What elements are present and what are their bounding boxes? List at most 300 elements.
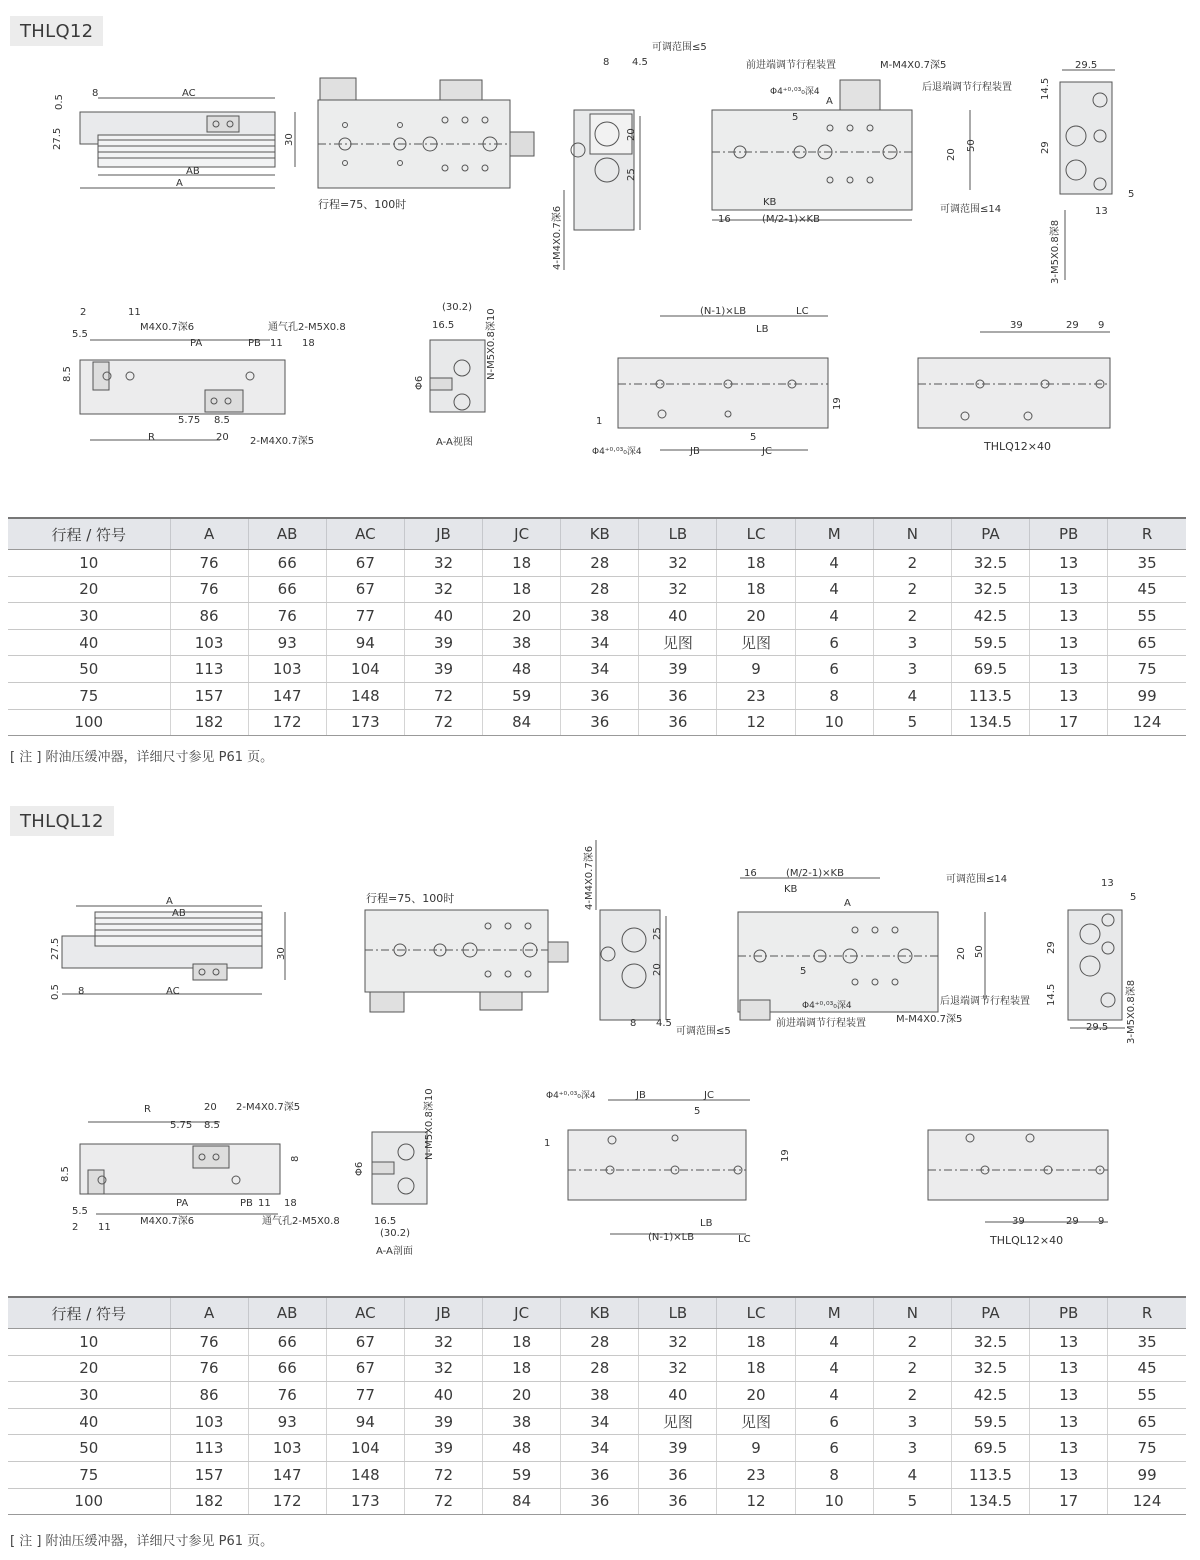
table-cell: 35	[1108, 550, 1186, 577]
table-cell: 32.5	[951, 576, 1029, 603]
th-pa: PA	[951, 518, 1029, 550]
lbl2-50: 50	[974, 945, 985, 958]
top-view-1	[318, 78, 534, 188]
lbl2-2: 2	[72, 1222, 79, 1233]
lbl-nm5: N-M5X0.8深10	[486, 308, 497, 380]
table-cell: 28	[561, 576, 639, 603]
spec-table-2	[8, 1296, 1186, 1515]
table-cell: 4	[795, 1329, 873, 1356]
table-cell: 39	[404, 629, 482, 656]
table-cell: 182	[170, 1488, 248, 1515]
table-cell: 17	[1030, 709, 1108, 736]
section1-model-tag: THLQ12	[10, 16, 103, 46]
table-cell: 113.5	[951, 682, 1029, 709]
lbl-1: 1	[596, 416, 603, 427]
table-cell: 3	[873, 629, 951, 656]
lbl2-20c: 20	[204, 1102, 217, 1113]
th-lc: LC	[717, 1297, 795, 1329]
table-cell: 86	[170, 603, 248, 630]
table-cell: 66	[248, 550, 326, 577]
th-kb: KB	[561, 518, 639, 550]
lbl2-9: 9	[1098, 1216, 1105, 1227]
lbl-302: (30.2)	[442, 302, 473, 313]
lbl2-55: 5.5	[72, 1206, 88, 1217]
table-cell: 38	[561, 1382, 639, 1409]
lbl2-8: 8	[78, 986, 85, 997]
table-cell: 30	[8, 1382, 170, 1409]
table-cell: 20	[8, 1355, 170, 1382]
table-cell: 见图	[639, 1408, 717, 1435]
table-cell: 100	[8, 709, 170, 736]
lbl2-8c: 8	[290, 1155, 301, 1162]
lbl-phi4b: Φ4⁺⁰·⁰³₀深4	[592, 447, 642, 457]
table-cell: 40	[8, 1408, 170, 1435]
lbl2-11b: 11	[98, 1222, 111, 1233]
table-cell: 8	[795, 682, 873, 709]
table-cell: 173	[326, 1488, 404, 1515]
table-cell: 6	[795, 656, 873, 683]
table-cell: 4	[795, 1355, 873, 1382]
spec-table-1	[8, 517, 1186, 736]
table-row	[8, 1382, 1186, 1409]
table-cell: 99	[1108, 1461, 1186, 1488]
table-cell: 36	[561, 682, 639, 709]
table-cell: 13	[1030, 656, 1108, 683]
th-ab: AB	[248, 1297, 326, 1329]
table-cell: 10	[795, 709, 873, 736]
th-stroke: 行程 / 符号	[8, 1297, 170, 1329]
lbl-phi6: Φ6	[414, 375, 425, 390]
lbl-20b: 20	[946, 148, 957, 161]
lbl-9: 9	[1098, 320, 1105, 331]
lbl-hole2: 2-M4X0.7深5	[250, 436, 315, 447]
top-view-2	[365, 910, 568, 1012]
table-cell: 36	[561, 709, 639, 736]
lbl2-rear-adj: 后退端调节行程装置	[940, 996, 1030, 1007]
table-cell: 42.5	[951, 1382, 1029, 1409]
section2-drawings	[0, 830, 1200, 1290]
table-cell: 见图	[717, 629, 795, 656]
lbl-575: 5.75	[178, 415, 201, 426]
table-cell: 13	[1030, 1355, 1108, 1382]
table-cell: 6	[795, 1408, 873, 1435]
th-jb: JB	[404, 518, 482, 550]
note-2: [ 注 ] 附油压缓冲器，详细尺寸参见 P61 页。	[10, 1534, 274, 1549]
lbl2-kb: KB	[784, 884, 798, 895]
lbl2-phi4b: Φ4⁺⁰·⁰³₀深4	[546, 1091, 596, 1101]
table-cell: 36	[561, 1488, 639, 1515]
lbl2-11: 11	[258, 1198, 271, 1209]
table-row	[8, 629, 1186, 656]
lbl-16: 16	[718, 214, 731, 225]
top-view-1b	[712, 80, 970, 220]
table-cell: 32	[639, 1355, 717, 1382]
table-cell: 13	[1030, 603, 1108, 630]
table-cell: 34	[561, 629, 639, 656]
table-cell: 28	[561, 1355, 639, 1382]
table-cell: 见图	[717, 1408, 795, 1435]
table-cell: 103	[248, 656, 326, 683]
table-cell: 9	[717, 656, 795, 683]
lbl2-adj14: 可调范围≤14	[946, 874, 1008, 885]
table-cell: 34	[561, 1435, 639, 1462]
table-cell: 66	[248, 1329, 326, 1356]
lbl2-a: A	[166, 896, 173, 907]
table-cell: 18	[483, 550, 561, 577]
table-cell: 18	[717, 1355, 795, 1382]
table-cell: 45	[1108, 1355, 1186, 1382]
table-cell: 76	[248, 603, 326, 630]
lbl-45: 4.5	[632, 57, 648, 68]
table-cell: 103	[170, 629, 248, 656]
table-cell: 93	[248, 629, 326, 656]
table-cell: 72	[404, 1488, 482, 1515]
lbl-5c: 5	[750, 432, 757, 443]
table-cell: 13	[1030, 1408, 1108, 1435]
table-cell: 5	[873, 1488, 951, 1515]
lbl-13: 13	[1095, 206, 1108, 217]
table-cell: 3	[873, 1435, 951, 1462]
aa-view-2	[372, 1132, 427, 1204]
table-row	[8, 1329, 1186, 1356]
table-cell: 13	[1030, 576, 1108, 603]
table-cell: 8	[795, 1461, 873, 1488]
th-ab: AB	[248, 518, 326, 550]
lbl2-r: R	[144, 1104, 151, 1115]
table-cell: 67	[326, 1355, 404, 1382]
table-cell: 2	[873, 603, 951, 630]
table-cell: 18	[717, 576, 795, 603]
table-cell: 13	[1030, 1435, 1108, 1462]
th-pa: PA	[951, 1297, 1029, 1329]
table-cell: 75	[8, 1461, 170, 1488]
lbl-hole4: 4-M4X0.7深6	[552, 205, 563, 270]
lbl-85b: 8.5	[214, 415, 230, 426]
lbl2-39: 39	[1012, 1216, 1025, 1227]
lbl-11b: 11	[270, 338, 283, 349]
lbl-section-view: A-A视图	[436, 437, 473, 448]
th-r: R	[1108, 1297, 1186, 1329]
table-cell: 12	[717, 1488, 795, 1515]
table-cell: 20	[717, 603, 795, 630]
table-row	[8, 1461, 1186, 1488]
table-row	[8, 1408, 1186, 1435]
table-cell: 45	[1108, 576, 1186, 603]
lbl-nlb: (N-1)×LB	[700, 306, 747, 317]
table-cell: 134.5	[951, 1488, 1029, 1515]
table-cell: 10	[8, 1329, 170, 1356]
lbl-50: 50	[966, 139, 977, 152]
table-cell: 104	[326, 1435, 404, 1462]
lbl-m2kb: (M/2-1)×KB	[762, 214, 820, 225]
table-cell: 76	[170, 550, 248, 577]
lbl2-nm5: N-M5X0.8深10	[424, 1088, 435, 1160]
lbl2-m4x07: M4X0.7深6	[140, 1216, 195, 1227]
table-cell: 28	[561, 1329, 639, 1356]
aa-view-1	[430, 340, 485, 412]
table-cell: 100	[8, 1488, 170, 1515]
table-cell: 75	[8, 682, 170, 709]
table-row	[8, 576, 1186, 603]
table-cell: 72	[404, 1461, 482, 1488]
table-cell: 13	[1030, 1382, 1108, 1409]
table-cell: 76	[170, 1355, 248, 1382]
lbl2-8b: 8	[630, 1018, 637, 1029]
table-cell: 39	[639, 656, 717, 683]
lbl2-18: 18	[284, 1198, 297, 1209]
table-cell: 94	[326, 629, 404, 656]
lbl-r: R	[148, 432, 155, 443]
lbl2-stroke-note: 行程=75、100时	[366, 892, 455, 905]
table-cell: 13	[1030, 550, 1108, 577]
lbl2-29: 29	[1046, 941, 1057, 954]
lbl-165: 16.5	[432, 320, 455, 331]
lbl-lb: LB	[756, 324, 769, 335]
lbl-20c: 20	[216, 432, 229, 443]
lbl-145: 14.5	[1040, 77, 1051, 100]
table-row	[8, 1355, 1186, 1382]
lbl2-ab: AB	[172, 908, 186, 919]
table-cell: 103	[170, 1408, 248, 1435]
table-cell: 59.5	[951, 1408, 1029, 1435]
table-cell: 172	[248, 1488, 326, 1515]
table-cell: 32	[404, 576, 482, 603]
table-cell: 50	[8, 656, 170, 683]
lbl-8: 8	[92, 88, 99, 99]
lbl2-145: 14.5	[1046, 983, 1057, 1006]
table-cell: 72	[404, 709, 482, 736]
table-cell: 18	[483, 1355, 561, 1382]
lbl-11: 11	[128, 307, 141, 318]
table-cell: 39	[404, 1435, 482, 1462]
table-cell: 124	[1108, 709, 1186, 736]
lbl2-adj5: 可调范围≤5	[676, 1026, 731, 1037]
table-header-row	[8, 1297, 1186, 1329]
front-view-1-40	[918, 332, 1110, 428]
lbl2-ac: AC	[166, 986, 180, 997]
lbl2-vent: 通气孔2-M5X0.8	[262, 1216, 340, 1227]
lbl-29b: 29	[1066, 320, 1079, 331]
table-cell: 172	[248, 709, 326, 736]
table-cell: 38	[483, 1408, 561, 1435]
lbl2-275: 27.5	[50, 937, 61, 960]
lbl-30: 30	[284, 133, 295, 146]
table-cell: 2	[873, 550, 951, 577]
table-cell: 2	[873, 1355, 951, 1382]
table-cell: 76	[248, 1382, 326, 1409]
table-cell: 40	[404, 603, 482, 630]
table-cell: 40	[404, 1382, 482, 1409]
th-m: M	[795, 1297, 873, 1329]
table-cell: 36	[561, 1461, 639, 1488]
table-cell: 59	[483, 1461, 561, 1488]
lbl-55: 5.5	[72, 329, 88, 340]
table-cell: 32.5	[951, 550, 1029, 577]
lbl-5b: 5	[1128, 189, 1135, 200]
table-cell: 2	[873, 576, 951, 603]
table-cell: 13	[1030, 1461, 1108, 1488]
table-row	[8, 682, 1186, 709]
table-cell: 59.5	[951, 629, 1029, 656]
th-stroke: 行程 / 符号	[8, 518, 170, 550]
table-cell: 32.5	[951, 1329, 1029, 1356]
table-cell: 4	[795, 576, 873, 603]
th-jc: JC	[483, 1297, 561, 1329]
table-cell: 48	[483, 656, 561, 683]
table-cell: 148	[326, 682, 404, 709]
lbl2-19: 19	[780, 1149, 791, 1162]
table-cell: 18	[717, 1329, 795, 1356]
table-cell: 65	[1108, 629, 1186, 656]
lbl2-jc: JC	[704, 1090, 714, 1101]
table-cell: 40	[639, 1382, 717, 1409]
th-ac: AC	[326, 1297, 404, 1329]
table-cell: 6	[795, 1435, 873, 1462]
lbl2-hole3: 3-M5X0.8深8	[1126, 979, 1137, 1044]
lbl2-m-m4: M-M4X0.7深5	[896, 1014, 963, 1025]
table-cell: 50	[8, 1435, 170, 1462]
table-cell: 48	[483, 1435, 561, 1462]
table-cell: 67	[326, 550, 404, 577]
lbl2-165: 16.5	[374, 1216, 397, 1227]
table-cell: 32.5	[951, 1355, 1029, 1382]
table-cell: 13	[1030, 682, 1108, 709]
lbl2-hole4: 4-M4X0.7深6	[584, 845, 595, 910]
table-cell: 67	[326, 1329, 404, 1356]
table-cell: 10	[8, 550, 170, 577]
table-cell: 23	[717, 682, 795, 709]
table-cell: 113	[170, 1435, 248, 1462]
lbl2-58: 8.5	[60, 1166, 71, 1182]
lbl2-5: 5	[800, 966, 807, 977]
lbl2-45: 4.5	[656, 1018, 672, 1029]
table-cell: 147	[248, 682, 326, 709]
lbl-ab: AB	[186, 166, 200, 177]
table-cell: 147	[248, 1461, 326, 1488]
table-cell: 55	[1108, 603, 1186, 630]
table-row	[8, 1435, 1186, 1462]
end-view-1b	[1060, 70, 1115, 280]
th-pb: PB	[1030, 1297, 1108, 1329]
lbl2-1: 1	[544, 1138, 551, 1149]
table-cell: 69.5	[951, 656, 1029, 683]
th-kb: KB	[561, 1297, 639, 1329]
lbl-a: A	[176, 178, 183, 189]
table-cell: 113.5	[951, 1461, 1029, 1488]
th-ac: AC	[326, 518, 404, 550]
table-cell: 59	[483, 682, 561, 709]
table-cell: 113	[170, 656, 248, 683]
lbl2-nlb: (N-1)×LB	[648, 1232, 695, 1243]
lbl2-85: 8.5	[204, 1120, 220, 1131]
table-cell: 20	[483, 603, 561, 630]
table-cell: 38	[561, 603, 639, 630]
table-cell: 75	[1108, 656, 1186, 683]
th-lc: LC	[717, 518, 795, 550]
table-cell: 39	[639, 1435, 717, 1462]
table-cell: 93	[248, 1408, 326, 1435]
lbl2-302: (30.2)	[380, 1228, 411, 1239]
lbl2-30: 30	[276, 947, 287, 960]
table-cell: 40	[639, 603, 717, 630]
lbl-adj14: 可调范围≤14	[940, 204, 1002, 215]
table-cell: 99	[1108, 682, 1186, 709]
th-jb: JB	[404, 1297, 482, 1329]
table-cell: 134.5	[951, 709, 1029, 736]
lbl-stroke-note: 行程=75、100时	[318, 198, 407, 211]
table-cell: 124	[1108, 1488, 1186, 1515]
table-cell: 66	[248, 1355, 326, 1382]
table-cell: 36	[639, 709, 717, 736]
table-cell: 66	[248, 576, 326, 603]
table-cell: 17	[1030, 1488, 1108, 1515]
lbl2-29b: 29	[1066, 1216, 1079, 1227]
table-cell: 39	[404, 1408, 482, 1435]
lbl-hole3: 3-M5X0.8深8	[1050, 219, 1061, 284]
lbl-pb: PB	[248, 338, 261, 349]
lbl2-jb: JB	[636, 1090, 646, 1101]
table-cell: 42.5	[951, 603, 1029, 630]
lbl-39: 39	[1010, 320, 1023, 331]
table-cell: 55	[1108, 1382, 1186, 1409]
lbl-jc: JC	[762, 446, 772, 457]
table-cell: 6	[795, 629, 873, 656]
lbl-20: 20	[626, 128, 637, 141]
th-a: A	[170, 1297, 248, 1329]
lbl-front-adj: 前进端调节行程装置	[746, 60, 836, 71]
table-row	[8, 1488, 1186, 1515]
lbl2-fig40: THLQL12×40	[990, 1234, 1064, 1247]
lbl-295: 29.5	[1075, 60, 1098, 71]
lbl2-20b: 20	[956, 947, 967, 960]
lbl2-lb: LB	[700, 1218, 713, 1229]
th-jc: JC	[483, 518, 561, 550]
table-cell: 32	[639, 576, 717, 603]
table-cell: 173	[326, 709, 404, 736]
table-cell: 18	[483, 576, 561, 603]
table-cell: 34	[561, 1408, 639, 1435]
lbl2-5b: 5	[1130, 892, 1137, 903]
table-cell: 2	[873, 1329, 951, 1356]
lbl2-575: 5.75	[170, 1120, 193, 1131]
table-cell: 2	[873, 1382, 951, 1409]
table-cell: 86	[170, 1382, 248, 1409]
table-cell: 65	[1108, 1408, 1186, 1435]
lbl2-5c: 5	[694, 1106, 701, 1117]
table-cell: 182	[170, 709, 248, 736]
th-lb: LB	[639, 1297, 717, 1329]
lbl2-16: 16	[744, 868, 757, 879]
table-cell: 9	[717, 1435, 795, 1462]
lbl-m4x07: M4X0.7深6	[140, 322, 195, 333]
table-cell: 35	[1108, 1329, 1186, 1356]
table-cell: 20	[717, 1382, 795, 1409]
lbl2-phi4: Φ4⁺⁰·⁰³₀深4	[802, 1001, 852, 1011]
table-row	[8, 603, 1186, 630]
th-n: N	[873, 1297, 951, 1329]
th-pb: PB	[1030, 518, 1108, 550]
lbl-jb: JB	[690, 446, 700, 457]
lbl-fig40: THLQ12×40	[984, 440, 1051, 453]
table-cell: 4	[795, 603, 873, 630]
table-row	[8, 550, 1186, 577]
table-cell: 77	[326, 603, 404, 630]
table-cell: 30	[8, 603, 170, 630]
table-cell: 94	[326, 1408, 404, 1435]
table-header-row	[8, 518, 1186, 550]
table-cell: 20	[483, 1382, 561, 1409]
lbl2-25: 25	[652, 927, 663, 940]
